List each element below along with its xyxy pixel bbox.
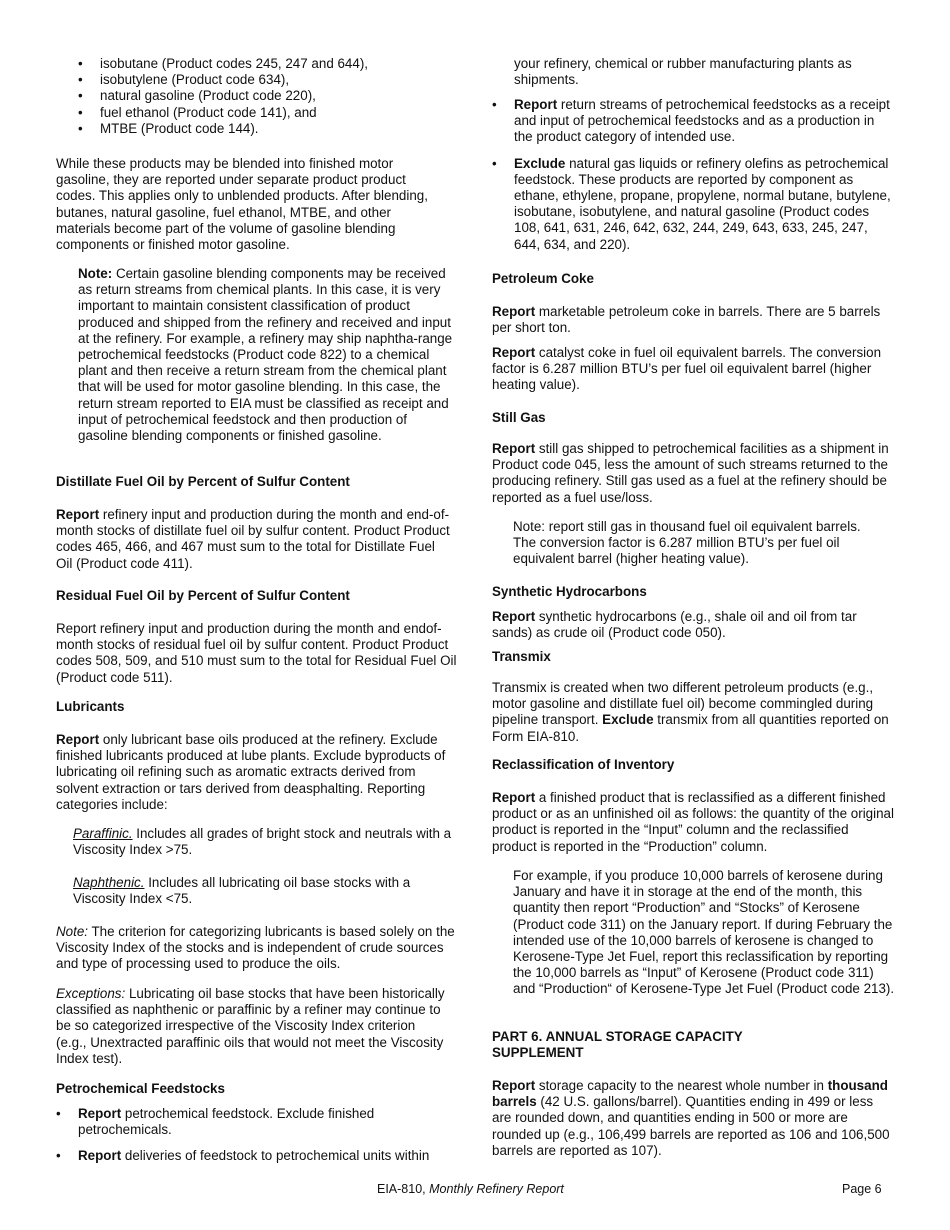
- transmix-text-2: transmix from all quantities reported on Form EIA-810.: [492, 712, 889, 744]
- naphthenic-item: [73, 875, 458, 907]
- list-item: • MTBE (Product code 144).: [78, 121, 458, 137]
- note-text: Certain gasoline blending components may be received as return streams from chemical plants. In this case, it is very important to maintain consistent classification of product produced and shipped from the refinery and received and input at the refinery. For example, a refinery may ship naphtha-range petrochemical feedstocks (Product code 822) to a chemical plant and then receive a return stream from the chemical plant that will be used for motor gasoline blending. In this case, the return stream reported to EIA must be classified as receipt and input of petrochemical feedstock and then production of gasoline blending components or finished gasoline.: [78, 266, 453, 444]
- list-item: [56, 1106, 456, 1138]
- stillgas-paragraph: [492, 441, 896, 506]
- note-text: The criterion for categorizing lubricants is based solely on the Viscosity Index of the stocks and is independent of crude sources and type of processing used to produce the oils.: [56, 924, 455, 972]
- page-footer: [377, 1181, 564, 1197]
- report-label: Report: [492, 1078, 536, 1093]
- part6-heading-line1: PART 6. ANNUAL STORAGE CAPACITY: [492, 1029, 743, 1044]
- part6-text-1: storage capacity to the nearest whole number in: [535, 1078, 828, 1093]
- transmix-heading: Transmix: [492, 649, 551, 664]
- distillate-heading: Distillate Fuel Oil by Percent of Sulfur Content: [56, 474, 350, 489]
- coke-text-2: catalyst coke in fuel oil equivalent barrels. The conversion factor is 6.287 million BTU’s per fuel oil equivalent barrel (higher heating value).: [492, 345, 882, 393]
- synthetic-paragraph: [492, 609, 896, 641]
- footer-form: EIA-810,: [377, 1182, 430, 1196]
- list-item: • natural gasoline (Product code 220),: [78, 88, 458, 104]
- bullet-text: natural gas liquids or refinery olefins as petrochemical feedstock. These products are reported by component as ethane, ethylene, propane, propylene, normal butane, butylene, isobutane, isobutylene, and natural gasoline (Product codes 108, 641, 631, 246, 642, 632, 244, 249, 643, 633, 245, 247, 644, 634, and 220).: [514, 155, 891, 252]
- lubricants-text: only lubricant base oils produced at the refinery. Exclude finished lubricants produced at lube plants. Exclude byproducts of lubricating oil refining such as aromatic extracts derived from solvent extraction or tars derived from deasphalting. Reporting categories include:: [56, 732, 446, 812]
- coke-paragraph-1: [492, 304, 896, 336]
- residual-heading: Residual Fuel Oil by Percent of Sulfur Content: [56, 588, 350, 603]
- bullet-text: petrochemical feedstock. Exclude finished petrochemicals.: [78, 1106, 375, 1138]
- part6-heading: [492, 1029, 743, 1061]
- naphthenic-label: Naphthenic.: [73, 875, 145, 890]
- report-label: Report: [78, 1106, 122, 1121]
- reclass-text: a finished product that is reclassified as a different finished product or as an unfinished oil as follows: the quantity of the original product is reported in the “Input” column and the reclassified product is reported in the “Production” column.: [492, 790, 894, 854]
- list-item: [492, 156, 896, 253]
- reclass-heading: Reclassification of Inventory: [492, 757, 675, 772]
- petrochem-list: [56, 1106, 456, 1165]
- page-number: Page 6: [842, 1182, 882, 1196]
- part6-text-2: (42 U.S. gallons/barrel). Quantities ending in 499 or less are rounded down, and quantities ending in 500 or more are rounded up (e.g., 106,499 barrels are reported as 106 and 106,500 barrels are reported as 107).: [492, 1094, 890, 1158]
- note-label: Note:: [78, 266, 113, 281]
- petrochem-list-continued: [492, 97, 896, 253]
- blending-product-list: [78, 56, 458, 137]
- list-item: [492, 97, 896, 146]
- bullet-text: return streams of petrochemical feedstocks as a receipt and input of petrochemical feedstocks and as a production in the product category of intended use.: [514, 97, 890, 145]
- reclass-example: For example, if you produce 10,000 barrels of kerosene during January and have it in storage at the end of the month, this quantity then report “Production” and “Stocks” of Kerosene (Product code 311) on the January report. If during February the intended use of the 10,000 barrels of kerosene is changed to Kerosene-Type Jet Fuel, report this reclassification by reporting the 10,000 barrels as “Input” of Kerosene (Product code 311) and “Production“ of Kerosene-Type Jet Fuel (Product code 213).: [513, 868, 895, 997]
- exceptions-paragraph: [56, 986, 448, 1067]
- lubricants-paragraph: [56, 732, 458, 813]
- coke-paragraph-2: [492, 345, 896, 394]
- report-label: Report: [492, 790, 536, 805]
- list-item: • isobutane (Product codes 245, 247 and 644),: [78, 56, 458, 72]
- blending-paragraph: While these products may be blended into finished motor gasoline, they are reported under separate product product codes. This applies only to unblended products. After blending, butanes, natural gasoline, fuel ethanol, MTBE, and other materials become part of the volume of gasoline blending components or finished motor gasoline.: [56, 156, 428, 253]
- paraffinic-item: [73, 826, 458, 858]
- report-label: Report: [492, 441, 536, 456]
- list-item: [56, 1148, 456, 1164]
- part6-heading-line2: SUPPLEMENT: [492, 1045, 584, 1061]
- transmix-text-1: Transmix is created when two different petroleum products (e.g., motor gasoline and distillate fuel oil) become commingled during pipeline transport.: [492, 680, 874, 728]
- continued-bullet-text: your refinery, chemical or rubber manufacturing plants as shipments.: [514, 56, 852, 88]
- footer-title: Monthly Refinery Report: [429, 1182, 564, 1196]
- bullet-text: deliveries of feedstock to petrochemical units within: [121, 1148, 430, 1164]
- coke-heading: Petroleum Coke: [492, 271, 594, 286]
- list-item: • fuel ethanol (Product code 141), and: [78, 105, 458, 121]
- reclass-paragraph: [492, 790, 896, 855]
- exceptions-label: Exceptions:: [56, 986, 126, 1001]
- thousand-barrels-label: thousand barrels: [492, 1078, 888, 1110]
- note-label: Note:: [56, 924, 89, 939]
- report-label: Report: [492, 345, 536, 360]
- coke-text-1: marketable petroleum coke in barrels. There are 5 barrels per short ton.: [492, 304, 881, 336]
- lubricants-heading: Lubricants: [56, 699, 125, 714]
- report-label: Report: [56, 732, 100, 747]
- petrochem-heading: Petrochemical Feedstocks: [56, 1081, 225, 1096]
- paraffinic-label: Paraffinic.: [73, 826, 133, 841]
- distillate-paragraph: [56, 507, 450, 572]
- stillgas-note: Note: report still gas in thousand fuel oil equivalent barrels. The conversion factor is 6.287 million BTU’s per fuel oil equivalent barrel (higher heating value).: [513, 519, 861, 567]
- distillate-text: refinery input and production during the month and end-of-month stocks of distillate fuel oil by sulfur content. Product Product codes 465, 466, and 467 must sum to the total for Distillate Fuel Oil (Product code 411).: [56, 507, 450, 571]
- report-label: Report: [56, 507, 100, 522]
- residual-paragraph: Report refinery input and production during the month and endof-month stocks of residual fuel oil by sulfur content. Product Product codes 508, 509, and 510 must sum to the total for Residual Fuel Oil (Product code 511).: [56, 621, 457, 685]
- exclude-label: Exclude: [602, 712, 654, 728]
- report-label: Report: [492, 609, 536, 624]
- stillgas-heading: Still Gas: [492, 410, 546, 425]
- report-label: Report: [78, 1148, 122, 1164]
- transmix-paragraph: [492, 680, 896, 745]
- lubricants-note: [56, 924, 458, 973]
- part6-paragraph: [492, 1078, 896, 1159]
- report-label: Report: [514, 97, 558, 112]
- naphthenic-text: Includes all lubricating oil base stocks with a Viscosity Index <75.: [73, 875, 411, 907]
- synthetic-text: synthetic hydrocarbons (e.g., shale oil and oil from tar sands) as crude oil (Product code 050).: [492, 609, 857, 641]
- exclude-label: Exclude: [514, 155, 566, 171]
- list-item: • isobutylene (Product code 634),: [78, 72, 458, 88]
- report-label: Report: [492, 304, 536, 319]
- return-stream-note: [78, 266, 456, 444]
- exceptions-text: Lubricating oil base stocks that have been historically classified as naphthenic or paraffinic by a refiner may continue to be so categorized irrespective of the Viscosity Index criterion (e.g., Unextracted paraffinic oils that would not meet the Viscosity Index test).: [56, 986, 445, 1066]
- paraffinic-text: Includes all grades of bright stock and neutrals with a Viscosity Index >75.: [73, 826, 452, 858]
- stillgas-text: still gas shipped to petrochemical facilities as a shipment in Product code 045, less the amount of such streams returned to the producing refinery. Still gas used as a fuel at the refinery should be reported as a fuel use/loss.: [492, 441, 889, 505]
- synthetic-heading: Synthetic Hydrocarbons: [492, 584, 647, 599]
